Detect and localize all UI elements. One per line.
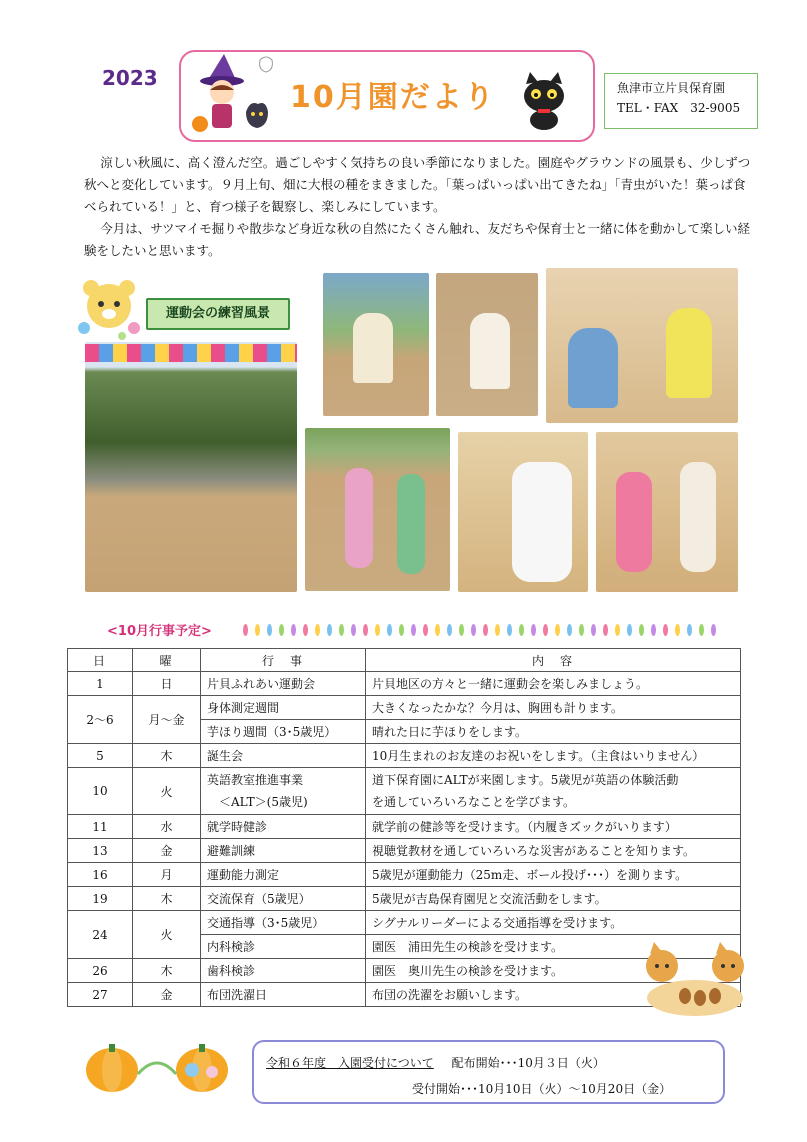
row-weekday: 月〜金 xyxy=(133,696,201,744)
table-row xyxy=(68,911,741,935)
row-detail: 視聴覚教材を通していろいろな災害があることを知ります。 xyxy=(366,839,741,863)
row-weekday: 木 xyxy=(133,744,201,768)
school-name: 魚津市立片貝保育園 xyxy=(617,81,726,95)
decorative-dots xyxy=(243,624,716,636)
row-detail xyxy=(366,768,741,815)
intro-text xyxy=(84,152,754,262)
sports-day-photo-4 xyxy=(546,268,738,423)
photo-section-label: 運動会の練習風景 xyxy=(146,298,290,330)
row-day: 10 xyxy=(68,768,133,815)
bear-illustration xyxy=(74,276,144,342)
row-event: 身体測定週間 xyxy=(201,696,366,720)
row-day: 1 xyxy=(68,672,133,696)
sports-day-photo-3 xyxy=(436,273,538,416)
pumpkin-illustration xyxy=(82,1040,232,1096)
row-day: 27 xyxy=(68,983,133,1007)
row-detail-line-2: を通していろいろなことを学びます。 xyxy=(372,795,576,809)
row-detail: シグナルリーダーによる交通指導を受けます。 xyxy=(366,911,741,935)
schedule-title: <10月行事予定> xyxy=(107,624,212,639)
row-day: 26 xyxy=(68,959,133,983)
row-day: 5 xyxy=(68,744,133,768)
header-event: 行 事 xyxy=(201,649,366,672)
row-detail: 5歳児が運動能力（25m走、ボール投げ･･･）を測ります。 xyxy=(366,863,741,887)
row-weekday: 金 xyxy=(133,839,201,863)
intro-paragraph-2: 今月は、サツマイモ掘りや散歩など身近な秋の自然にたくさん触れ、友だちや保育士と一緒に体を動かして楽しい経験をしたいと思います。 xyxy=(84,221,751,258)
row-detail: 園医 浦田先生の検診を受けます。 xyxy=(366,935,741,959)
row-weekday: 火 xyxy=(133,911,201,959)
notice-reception: 受付開始･･･10月10日（火）〜10月20日（金） xyxy=(412,1082,672,1096)
table-row xyxy=(68,815,741,839)
row-event: 運動能力測定 xyxy=(201,863,366,887)
row-detail: 5歳児が吉島保育園児と交流活動をします。 xyxy=(366,887,741,911)
row-day: 13 xyxy=(68,839,133,863)
row-detail: 布団の洗濯をお願いします。 xyxy=(366,983,741,1007)
row-detail: 園医 奥川先生の検診を受けます。 xyxy=(366,959,741,983)
row-event: 布団洗濯日 xyxy=(201,983,366,1007)
row-event xyxy=(201,768,366,815)
row-weekday: 日 xyxy=(133,672,201,696)
row-event: 交通指導（3･5歳児） xyxy=(201,911,366,935)
header-weekday: 曜 xyxy=(133,649,201,672)
row-detail: 大きくなったかな？今月は、胸囲も計ります。 xyxy=(366,696,741,720)
row-weekday: 木 xyxy=(133,887,201,911)
row-event: 就学時健診 xyxy=(201,815,366,839)
row-day: 19 xyxy=(68,887,133,911)
notice-heading: 令和６年度 入園受付について xyxy=(266,1056,434,1070)
row-event-line-1: 英語教室推進事業 xyxy=(207,773,304,787)
witch-illustration xyxy=(186,52,282,136)
row-day: 2〜6 xyxy=(68,696,133,744)
row-detail: 10月生まれのお友達のお祝いをします。（主食はいりません） xyxy=(366,744,741,768)
row-event: 歯科検診 xyxy=(201,959,366,983)
row-day: 11 xyxy=(68,815,133,839)
table-row xyxy=(68,696,741,720)
contact-box xyxy=(604,73,758,129)
header-detail: 内 容 xyxy=(366,649,741,672)
row-day: 24 xyxy=(68,911,133,959)
row-event: 誕生会 xyxy=(201,744,366,768)
year-label: 2023 xyxy=(102,66,158,90)
row-event: 交流保育（5歳児） xyxy=(201,887,366,911)
table-row xyxy=(68,887,741,911)
table-row xyxy=(68,672,741,696)
row-event: 避難訓練 xyxy=(201,839,366,863)
enrollment-notice xyxy=(252,1040,725,1104)
row-weekday: 水 xyxy=(133,815,201,839)
sports-day-photo-2 xyxy=(323,273,429,416)
table-row xyxy=(68,863,741,887)
intro-paragraph-1: 涼しい秋風に、高く澄んだ空。過ごしやすく気持ちの良い季節になりました。園庭やグラウンドの風景も、少しずつ秋へと変化しています。９月上旬、畑に大根の種をまきました。「葉っぱいっぱい出てきたね」「青虫がいた！葉っぱ食べられている！」と、育つ様子を観察し、楽しみにしています。 xyxy=(84,155,751,214)
row-detail: 就学前の健診等を受けます。（内履きズックがいります） xyxy=(366,815,741,839)
row-detail: 晴れた日に芋ほりをします。 xyxy=(366,720,741,744)
row-weekday: 月 xyxy=(133,863,201,887)
row-day: 16 xyxy=(68,863,133,887)
phone-number: TEL・FAX 32-9005 xyxy=(617,101,741,115)
row-event: 内科検診 xyxy=(201,935,366,959)
notice-line-1 xyxy=(266,1054,605,1071)
row-event: 片貝ふれあい運動会 xyxy=(201,672,366,696)
newsletter-title: 10月園だより xyxy=(290,80,496,115)
black-cat-illustration xyxy=(512,72,576,132)
row-event: 芋ほり週間（3･5歳児） xyxy=(201,720,366,744)
cats-acorn-illustration xyxy=(640,936,750,1020)
sports-day-photo-1 xyxy=(85,342,297,592)
header-day: 日 xyxy=(68,649,133,672)
sports-day-photo-7 xyxy=(596,432,738,592)
row-detail-line-1: 道下保育園にALTが来園します。5歳児が英語の体験活動 xyxy=(372,773,679,787)
row-detail: 片貝地区の方々と一緒に運動会を楽しみましょう。 xyxy=(366,672,741,696)
row-event-line-2: ＜ALT＞(5歳児) xyxy=(219,795,308,809)
sports-day-photo-5 xyxy=(305,428,450,591)
sports-day-photo-6 xyxy=(458,432,588,592)
row-weekday: 木 xyxy=(133,959,201,983)
table-header-row xyxy=(68,649,741,672)
row-weekday: 火 xyxy=(133,768,201,815)
table-row xyxy=(68,839,741,863)
table-row xyxy=(68,768,741,815)
table-row xyxy=(68,744,741,768)
row-weekday: 金 xyxy=(133,983,201,1007)
notice-distribution: 配布開始･･･10月３日（火） xyxy=(451,1056,605,1070)
